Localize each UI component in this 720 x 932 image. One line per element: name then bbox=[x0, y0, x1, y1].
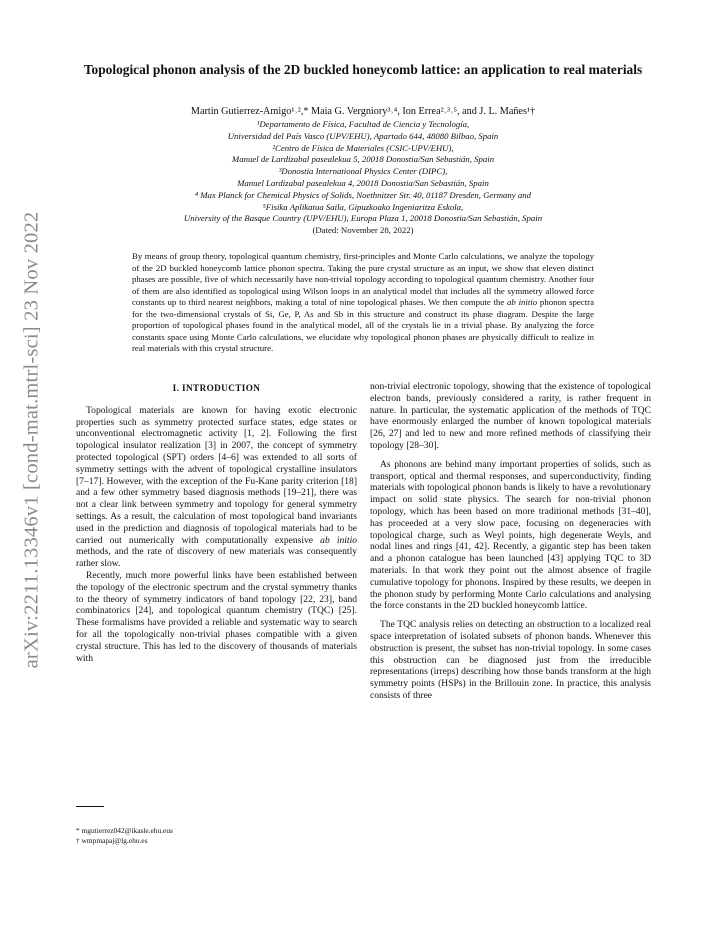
affiliation-line: University of the Basque Country (UPV/EHU), Europa Plaza 1, 20018 Donostia/San Sebastián, Spain bbox=[183, 213, 543, 224]
arxiv-identifier-stamp bbox=[14, 210, 50, 670]
body-paragraph bbox=[76, 405, 357, 570]
section-heading: I. INTRODUCTION bbox=[172, 383, 261, 393]
abstract-text: By means of group theory, topological quantum chemistry, first-principles and Monte Carlo calculations, we analyze the topology of the 2D buckled honeycomb lattice phonon spectra. Taking the pure crystal structure as an input, we show that eleven distinct phases are possible, five of which necessarily have non-trivial topology according to topological quantum chemistry. Another four of them are also identified as topological using Wilson loops in an analytical model that includes all the symmetry allowed force constants up to third nearest neighbors, making a total of nine topological phases. We then compute the bbox=[132, 251, 594, 308]
footnote-email: † wmpmapaj@lg.ehu.es bbox=[76, 836, 148, 846]
abstract-italic-text: ab initio bbox=[507, 297, 538, 308]
abstract bbox=[132, 251, 594, 355]
affiliation-line: ⁴ Max Planck for Chemical Physics of Solids, Noethnitzer Str. 40, 01187 Dresden, Germany and bbox=[195, 189, 531, 200]
body-paragraph: non-trivial electronic topology, showing that the existence of topological electron bands, previously considered a rarity, is rather frequent in nature. In particular, the systematic application of the methods of TQC have enormously enlarged the number of known topological materials [26, 27] and led to new and more refined methods of classifying their topology [28–30]. bbox=[370, 381, 651, 451]
affiliation-line: Manuel Lardizabal pasealekua 4, 20018 Donostia/San Sebastián, Spain bbox=[237, 177, 489, 188]
paragraph-italic-text: ab initio bbox=[320, 534, 357, 546]
paragraph-text: methods, and the rate of discovery of new materials was consequently rather slow. bbox=[76, 546, 357, 570]
body-paragraph: The TQC analysis relies on detecting an obstruction to a localized real space interpretation of isolated subsets of phonon bands. Whenever this obstruction is present, the subset has non-trivial topology. In some cases this obstruction can be diagnosed just from the irreducible representations (irreps) describing how those bands transform at the high symmetry points (HSPs) in the Brillouin zone. In practice, this analysis consists of three bbox=[370, 619, 651, 701]
footnotes bbox=[76, 826, 357, 847]
arxiv-identifier-text: arXiv:2211.13346v1 [cond-mat.mtrl-sci] 23 Nov 2022 bbox=[20, 211, 43, 669]
affiliation-line: Manuel de Lardizabal pasealekua 5, 20018 Donostia/San Sebastián, Spain bbox=[231, 154, 495, 165]
body-paragraph: Recently, much more powerful links have been established between the topology of the electronic spectrum and the crystal symmetry thanks to the theory of symmetry indicators of band topology [22, 23], band combinatorics [24], and topological quantum chemistry (TQC) [25]. These formalisms have provided a reliable and systematic way to search for all the topologically non-trivial phases compatible with a given crystal structure. This has led to the discovery of thousands of materials with bbox=[76, 569, 357, 664]
affiliation-line: Universidad del País Vasco (UPV/EHU), Apartado 644, 48080 Bilbao, Spain bbox=[227, 130, 499, 141]
affiliations-block bbox=[80, 119, 646, 237]
affiliation-line: ³Donostia International Physics Center (DIPC), bbox=[278, 166, 448, 177]
footnote-email: * mgutierrez042@ikasle.ehu.eus bbox=[76, 826, 173, 835]
footnote-rule bbox=[76, 806, 104, 807]
affiliation-line: ¹Departamento de Física, Facultad de Ciencia y Tecnología, bbox=[256, 119, 470, 129]
affiliation-line: ⁵Fisika Aplikatua Saila, Gipuzkoako Ingeniaritza Eskola, bbox=[262, 201, 464, 212]
left-column bbox=[76, 380, 357, 664]
dated-line: (Dated: November 28, 2022) bbox=[312, 225, 414, 236]
author-list: Martin Gutierrez-Amigo¹˒²,* Maia G. Vergniory³˒⁴, Ion Errea²˒³˒⁵, and J. L. Mañes¹† bbox=[190, 106, 536, 117]
right-column bbox=[370, 381, 651, 702]
paragraph-text: Topological materials are known for having exotic electronic properties such as symmetry protected surface states, edge states or unconventional electromagnetic activity [1, 2]. Following the first topological insulator realization [3] in 2007, the concept of symmetry protected topological (SPT) orders [4–6] was extended to all sorts of symmetry settings with the advent of topological crystalline insulators [7–17]. However, with the exception of the Fu-Kane parity criterion [18] and a few other symmetry based diagnosis methods [19–21], there was not a clear link between symmetry and topology for general symmetry settings. As a result, the calculation of most topological band invariants used in the prediction and diagnosis of topological materials had to be carried out numerically with computationally expensive bbox=[76, 404, 357, 546]
affiliation-line: ²Centro de Física de Materiales (CSIC-UPV/EHU), bbox=[272, 142, 454, 153]
paper-title: Topological phonon analysis of the 2D buckled honeycomb lattice: an application to real materials bbox=[83, 62, 643, 77]
abstract-text: phonon spectra for the two-dimensional crystals of Si, Ge, P, As and Sb in this structure and construct its phase diagram. Despite the large proportion of topological phases found in the analytical model, all of the crystals lie in a trivial phase. By analyzing the force constants space using Monte Carlo calculations, we elucidate why topological phonon phases are physically difficult to realize in real materials with this crystal structure. bbox=[132, 297, 594, 354]
body-paragraph: As phonons are behind many important properties of solids, such as transport, optical and thermal responses, and superconductivity, finding materials with topological phonon bands is likely to have a revolutionary impact on solid state physics. The search for non-trivial phonon topology, which has been based on more traditional methods [31–40], has proceeded at a very slow pace, focusing on degeneracies with topological charge, such as Weyl points, high degenerate Weyls, and nodal lines and rings [41, 42]. Recently, a gigantic step has been taken and a phonon catalogue has been launched [43] applying TQC to 3D materials. In that work they point out the almost absence of fragile cumulative topology for phonons. Inspired by these results, we deepen in the phonon study by performing Monte Carlo calculations and analysing the force constants in the 2D buckled honeycomb lattice. bbox=[370, 458, 651, 612]
